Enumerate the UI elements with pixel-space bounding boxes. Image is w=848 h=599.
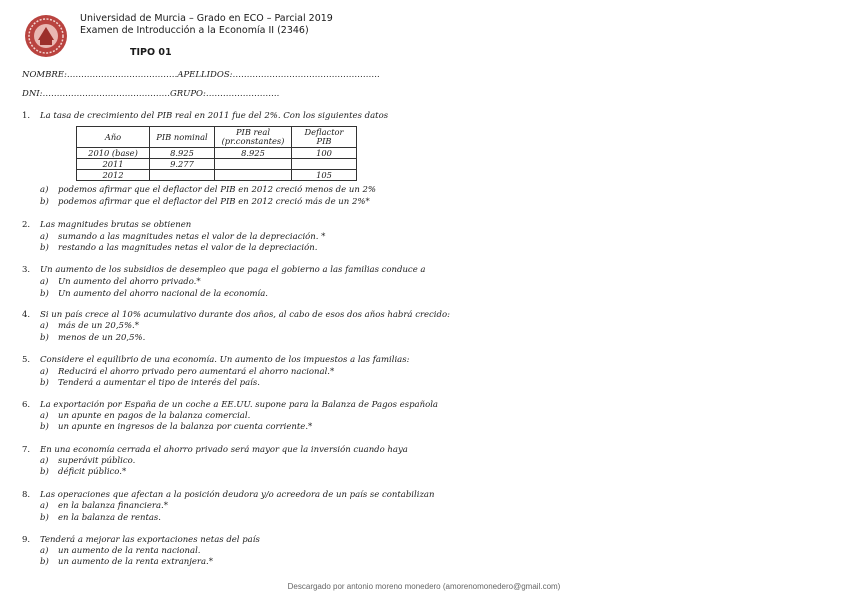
option-text: podemos afirmar que el deflactor del PIB en 2012 creció menos de un 2%: [58, 185, 376, 195]
table-cell: 9.277: [150, 159, 215, 170]
option-text: déficit público.*: [58, 467, 127, 477]
option-5a: [40, 367, 334, 377]
option-letter: a): [40, 277, 49, 287]
option-7a: [40, 456, 135, 466]
option-letter: b): [40, 333, 49, 343]
question-text: La exportación por España de un coche a EE.UU. supone para la Balanza de Pagos española: [40, 400, 438, 410]
question-9: [22, 535, 260, 545]
question-3: [22, 265, 426, 275]
question-8: [22, 490, 434, 500]
option-letter: a): [40, 185, 49, 195]
option-8a: [40, 501, 168, 511]
option-7b: [40, 467, 126, 477]
table-header-cell: Año: [77, 127, 150, 148]
question-text: Si un país crece al 10% acumulativo durante dos años, al cabo de esos dos años habrá crecido:: [40, 310, 450, 320]
option-text: Un aumento del ahorro nacional de la economía.: [58, 289, 268, 299]
option-8b: [40, 513, 161, 523]
option-text: Un aumento del ahorro privado.*: [58, 277, 201, 287]
download-footer: Descargado por antonio moreno monedero (amorenomonedero@gmail.com): [287, 582, 561, 591]
option-6b: [40, 422, 312, 432]
option-letter: a): [40, 367, 49, 377]
option-text: en la balanza financiera.*: [58, 501, 168, 511]
table-header-row: [77, 127, 357, 148]
table-cell: 2010 (base): [77, 148, 150, 159]
option-letter: a): [40, 321, 49, 331]
table-cell: [292, 159, 357, 170]
option-letter: b): [40, 557, 49, 567]
exam-header: [80, 13, 333, 37]
table-row: [77, 170, 357, 181]
option-5b: [40, 378, 260, 388]
question-text: La tasa de crecimiento del PIB real en 2011 fue del 2%. Con los siguientes datos: [40, 111, 389, 121]
header-university-line: Universidad de Murcia – Grado en ECO – Parcial 2019: [80, 13, 333, 24]
table-cell: [215, 170, 292, 181]
question-4: [22, 310, 450, 320]
exam-type: TIPO 01: [130, 47, 172, 58]
option-text: sumando a las magnitudes netas el valor de la depreciación. *: [58, 232, 326, 242]
question-5: [22, 355, 409, 365]
table-cell: [150, 170, 215, 181]
option-text: Tenderá a aumentar el tipo de interés del país.: [58, 378, 260, 388]
option-letter: b): [40, 289, 49, 299]
option-letter: b): [40, 243, 49, 253]
pib-data-table: [76, 126, 357, 181]
option-text: un apunte en pagos de la balanza comercial.: [58, 411, 251, 421]
question-number: 1.: [22, 111, 31, 121]
table-cell: 2011: [77, 159, 150, 170]
table-cell: 8.925: [215, 148, 292, 159]
question-1: [22, 111, 388, 121]
table-cell: 100: [292, 148, 357, 159]
question-number: 8.: [22, 490, 31, 500]
question-text: En una economía cerrada el ahorro privado será mayor que la inversión cuando haya: [40, 445, 408, 455]
option-text: en la balanza de rentas.: [58, 513, 162, 523]
table-header-cell: Deflactor PIB: [292, 127, 357, 148]
question-number: 7.: [22, 445, 31, 455]
option-text: Reducirá el ahorro privado pero aumentará el ahorro nacional.*: [58, 367, 335, 377]
question-text: Tenderá a mejorar las exportaciones netas del país: [40, 535, 260, 545]
question-7: [22, 445, 408, 455]
option-4b: [40, 333, 145, 343]
option-letter: a): [40, 546, 49, 556]
table-cell: 105: [292, 170, 357, 181]
table-cell: [215, 159, 292, 170]
question-number: 5.: [22, 355, 31, 365]
option-letter: a): [40, 501, 49, 511]
question-number: 6.: [22, 400, 31, 410]
table-header-cell: PIB nominal: [150, 127, 215, 148]
university-seal-logo: [24, 14, 68, 58]
table-row: [77, 148, 357, 159]
question-text: Considere el equilibrio de una economía. Un aumento de los impuestos a las familias:: [40, 355, 410, 365]
option-9a: [40, 546, 201, 556]
table-row: [77, 159, 357, 170]
question-2: [22, 220, 191, 230]
option-2a: [40, 232, 325, 242]
table-cell: 2012: [77, 170, 150, 181]
table-header-cell: PIB real (pr.constantes): [215, 127, 292, 148]
name-surname-field: NOMBRE:…………………………………APELLIDOS:…………………………………………….: [22, 70, 380, 80]
question-text: Las magnitudes brutas se obtienen: [40, 220, 192, 230]
question-6: [22, 400, 438, 410]
option-letter: b): [40, 467, 49, 477]
option-text: restando a las magnitudes netas el valor de la depreciación.: [58, 243, 318, 253]
question-number: 2.: [22, 220, 31, 230]
option-3b: [40, 289, 268, 299]
option-letter: b): [40, 378, 49, 388]
option-1a: [40, 185, 376, 195]
option-4a: [40, 321, 139, 331]
question-text: Las operaciones que afectan a la posición deudora y/o acreedora de un país se contabilizan: [40, 490, 435, 500]
option-letter: a): [40, 456, 49, 466]
question-number: 9.: [22, 535, 31, 545]
option-text: un aumento de la renta extranjera.*: [58, 557, 214, 567]
option-text: podemos afirmar que el deflactor del PIB en 2012 creció más de un 2%*: [58, 197, 370, 207]
option-6a: [40, 411, 250, 421]
option-letter: b): [40, 197, 49, 207]
header-course-line: Examen de Introducción a la Economía II (2346): [80, 25, 309, 36]
option-letter: b): [40, 513, 49, 523]
option-text: un aumento de la renta nacional.: [58, 546, 201, 556]
question-number: 4.: [22, 310, 31, 320]
option-2b: [40, 243, 317, 253]
option-1b: [40, 197, 370, 207]
option-text: menos de un 20,5%.: [58, 333, 146, 343]
table-cell: 8.925: [150, 148, 215, 159]
option-text: un apunte en ingresos de la balanza por cuenta corriente.*: [58, 422, 313, 432]
question-number: 3.: [22, 265, 31, 275]
option-3a: [40, 277, 201, 287]
question-text: Un aumento de los subsidios de desempleo que paga el gobierno a las familias conduce a: [40, 265, 426, 275]
option-letter: a): [40, 232, 49, 242]
option-letter: b): [40, 422, 49, 432]
option-9b: [40, 557, 213, 567]
option-text: superávit público.: [58, 456, 136, 466]
dni-group-field: DNI:………………………………………GRUPO:……………………..: [22, 89, 280, 99]
option-text: más de un 20,5%.*: [58, 321, 139, 331]
option-letter: a): [40, 411, 49, 421]
